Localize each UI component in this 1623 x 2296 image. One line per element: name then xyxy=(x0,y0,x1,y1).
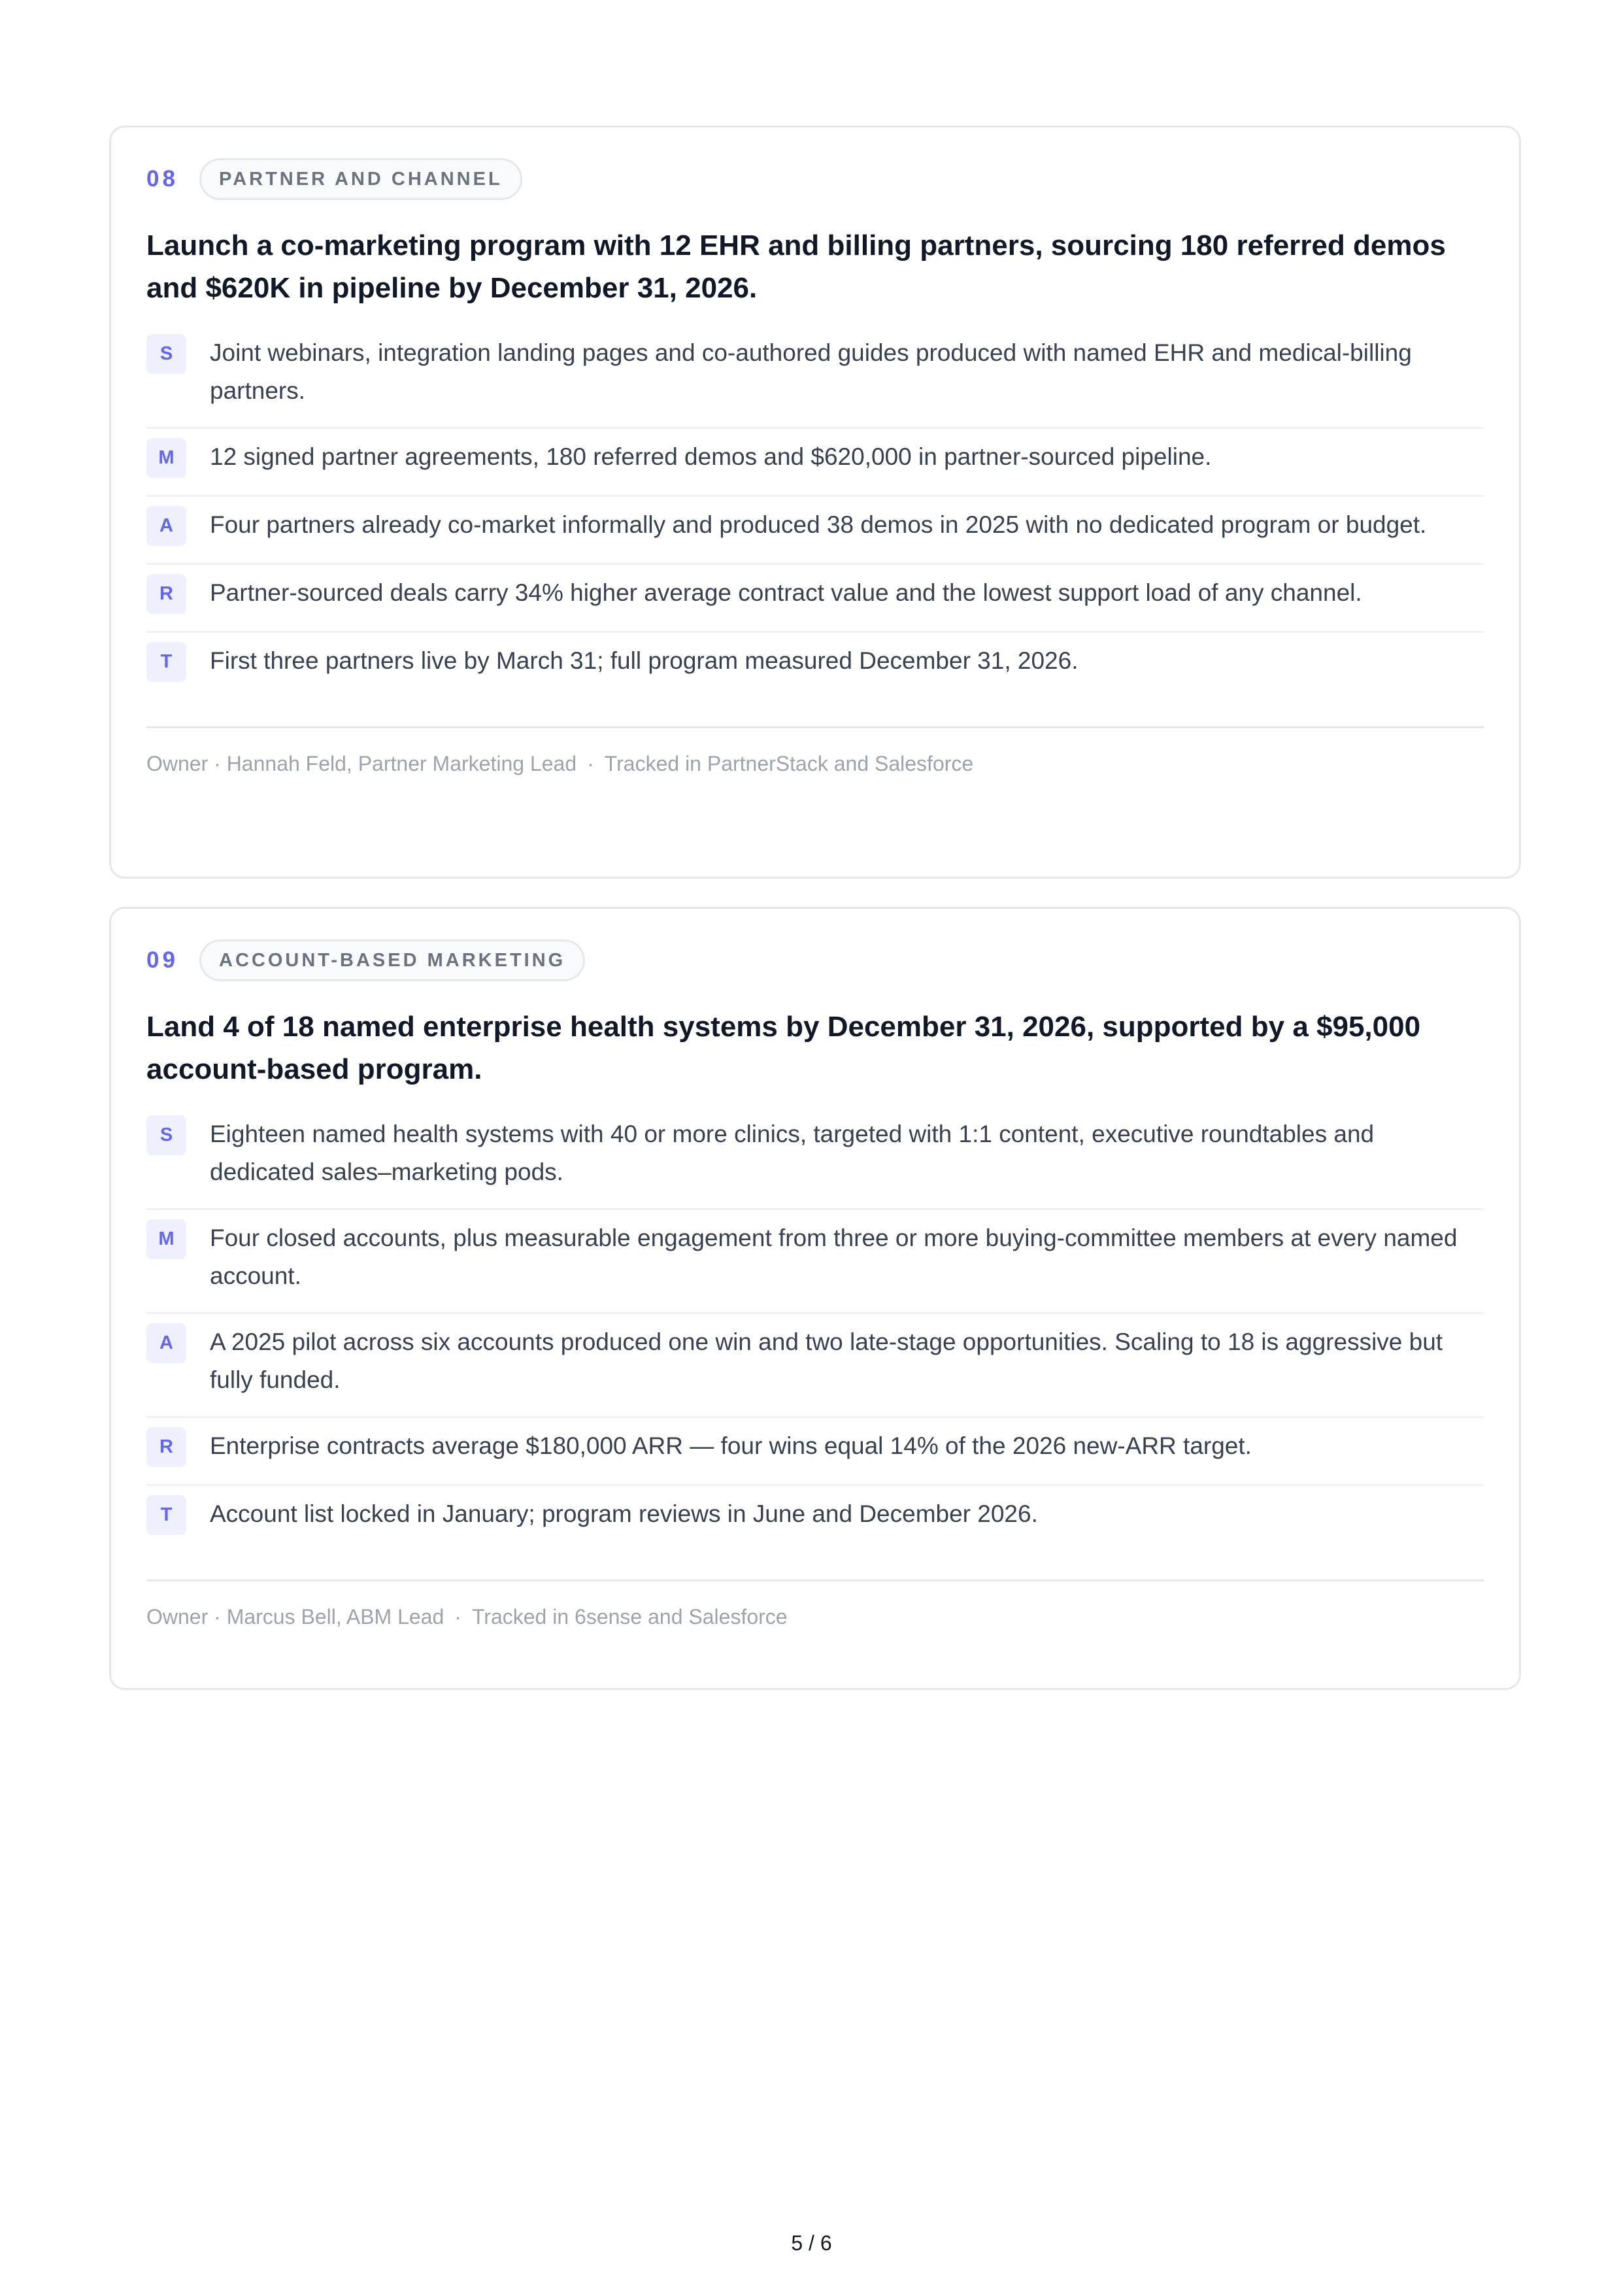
smart-text: Enterprise contracts average $180,000 ARR — four wins equal 14% of the 2026 new-ARR target. xyxy=(210,1432,1252,1459)
smart-text: Joint webinars, integration landing pages and co-authored guides produced with named EHR and medical-billing partners. xyxy=(210,339,1412,404)
letter-badge: M xyxy=(146,1219,186,1259)
smart-text: Account list locked in January; program reviews in June and December 2026. xyxy=(210,1500,1038,1527)
footer-separator: · xyxy=(587,752,594,775)
letter-badge: A xyxy=(146,506,186,546)
page-number: 5 / 6 xyxy=(791,2231,832,2255)
footer-divider xyxy=(146,726,1484,728)
smart-row-time-bound xyxy=(146,1486,1484,1552)
footer-separator: · xyxy=(454,1605,461,1629)
objective-footer xyxy=(146,752,1484,776)
letter-badge: A xyxy=(146,1323,186,1363)
smart-row-measurable xyxy=(146,429,1484,497)
smart-text: Four closed accounts, plus measurable engagement from three or more buying-committee members at every named account. xyxy=(210,1224,1458,1289)
objective-header xyxy=(146,937,1484,983)
letter-badge: S xyxy=(146,334,186,374)
smart-row-achievable xyxy=(146,497,1484,565)
smart-row-relevant xyxy=(146,565,1484,633)
tracked-text: Tracked in 6sense and Salesforce xyxy=(471,1605,788,1629)
smart-text: First three partners live by March 31; full program measured December 31, 2026. xyxy=(210,647,1079,674)
objective-title: Launch a co-marketing program with 12 EHR and billing partners, sourcing 180 referred demos and $620K in pipeline by December 31, 2026. xyxy=(146,229,1446,304)
letter-badge: S xyxy=(146,1115,186,1155)
objective-number: 09 xyxy=(146,947,178,973)
smart-criteria-list xyxy=(146,334,1484,699)
smart-row-specific xyxy=(146,334,1484,429)
smart-row-measurable xyxy=(146,1210,1484,1314)
footer-divider xyxy=(146,1579,1484,1581)
letter-badge: T xyxy=(146,642,186,682)
letter-badge: M xyxy=(146,438,186,478)
objective-card xyxy=(109,126,1521,879)
objective-header xyxy=(146,156,1484,202)
objective-number: 08 xyxy=(146,166,178,192)
smart-text: A 2025 pilot across six accounts produced one win and two late-stage opportunities. Scaling to 18 is aggressive but fully funded. xyxy=(210,1328,1443,1393)
letter-badge: R xyxy=(146,1427,186,1467)
letter-badge: R xyxy=(146,574,186,614)
smart-text: Eighteen named health systems with 40 or more clinics, targeted with 1:1 content, executive roundtables and dedicated sales–marketing pods. xyxy=(210,1121,1375,1185)
smart-row-achievable xyxy=(146,1314,1484,1418)
smart-text: 12 signed partner agreements, 180 referred demos and $620,000 in partner-sourced pipeline. xyxy=(210,443,1212,470)
objective-title: Land 4 of 18 named enterprise health systems by December 31, 2026, supported by a $95,000 account-based program. xyxy=(146,1011,1421,1085)
objective-card xyxy=(109,907,1521,1690)
smart-row-time-bound xyxy=(146,633,1484,699)
smart-criteria-list xyxy=(146,1115,1484,1552)
smart-text: Four partners already co-market informally and produced 38 demos in 2025 with no dedicated program or budget. xyxy=(210,511,1427,538)
tracked-text: Tracked in PartnerStack and Salesforce xyxy=(604,752,974,775)
smart-row-relevant xyxy=(146,1418,1484,1486)
letter-badge: T xyxy=(146,1495,186,1535)
smart-text: Partner-sourced deals carry 34% higher average contract value and the lowest support load of any channel. xyxy=(210,579,1362,606)
owner-text: Owner · Marcus Bell, ABM Lead xyxy=(146,1605,444,1629)
category-pill: ACCOUNT-BASED MARKETING xyxy=(199,939,585,981)
category-pill: PARTNER AND CHANNEL xyxy=(199,158,522,200)
objective-footer xyxy=(146,1605,1484,1629)
owner-text: Owner · Hannah Feld, Partner Marketing Lead xyxy=(146,752,577,775)
smart-row-specific xyxy=(146,1115,1484,1210)
